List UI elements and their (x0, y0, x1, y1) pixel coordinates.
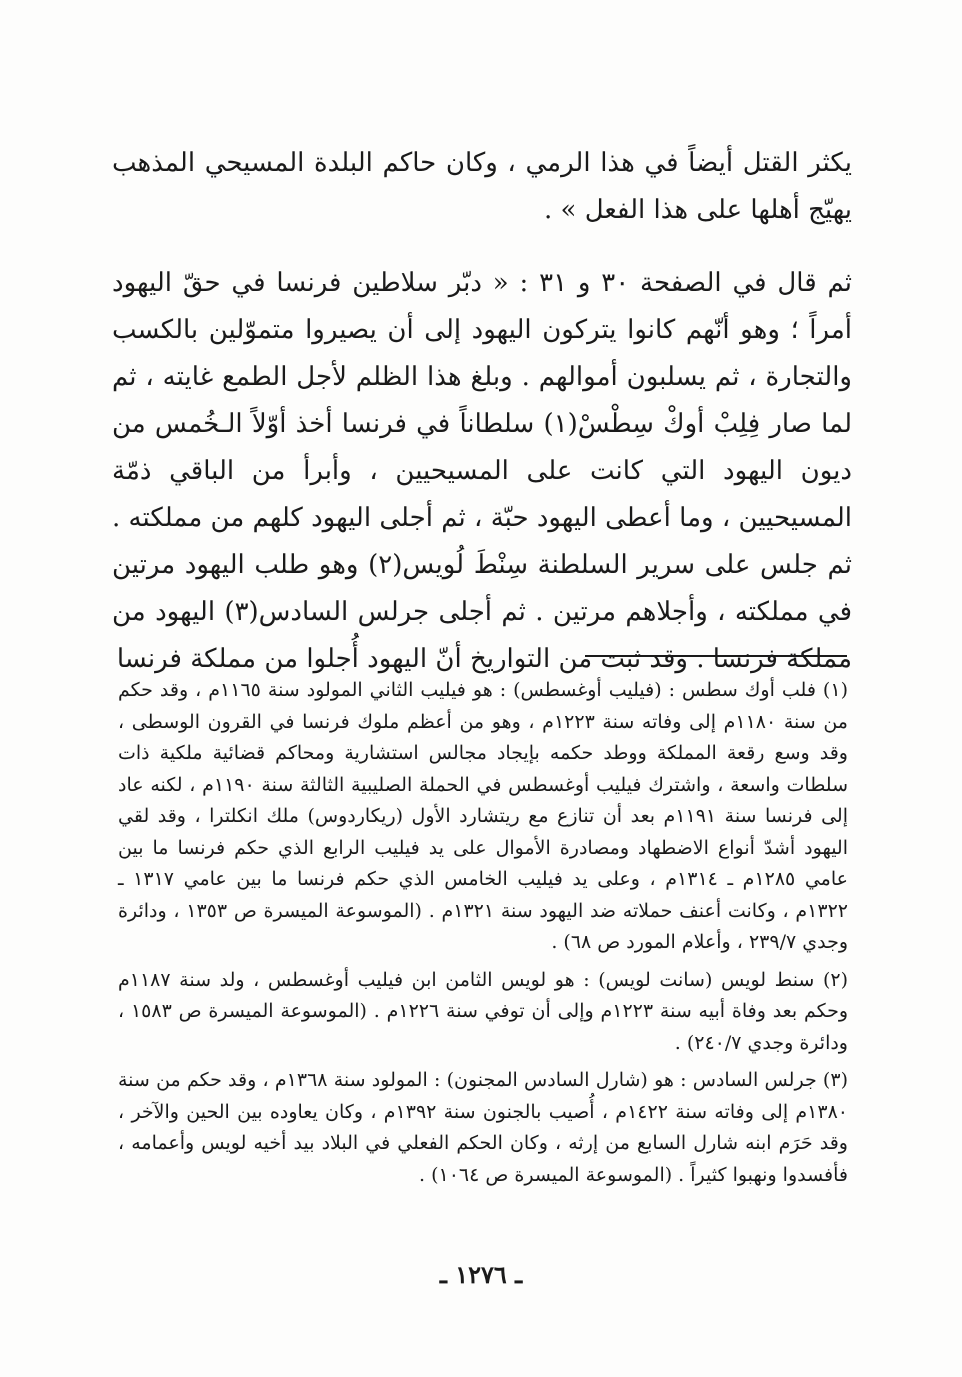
main-text-body (112, 140, 852, 683)
paragraph: يكثر القتل أيضاً في هذا الرمي ، وكان حاكم البلدة المسيحي المذهب يهيّج أهلها على هذا الفعل » . (112, 148, 852, 225)
footnotes (118, 675, 848, 1197)
footnote-3: (٣) جرلس السادس : هو (شارل السادس المجنون) : المولود سنة ١٣٦٨م ، وقد حكم من سنة ١٣٨٠م إلى وفاته سنة ١٤٢٢م ، أُصيب بالجنون سنة ١٣٩٢م ، وكان يعاوده بين الحين والآخر ، وقد حَرَم ابنه شارل السابع من إرثه ، وكان الحكم الفعلي في البلاد بيد أخيه لويس وأعمامه ، فأفسدوا ونهبوا كثيراً . (الموسوعة الميسرة ص ١٠٦٤) . (118, 1069, 848, 1186)
footnote-2: (٢) سنط لويس (سانت لويس) : هو لويس الثامن ابن فيليب أوغسطس ، ولد سنة ١١٨٧م وحكم بعد وفاة أبيه سنة ١٢٢٣م وإلى أن توفي سنة ١٢٢٦م . (الموسوعة الميسرة ص ١٥٨٣ ، ودائرة وجدي ٢٤٠/٧) . (118, 968, 848, 1054)
page-number: ـ ١٢٧٦ ـ (439, 1260, 523, 1289)
footnote-1: (١) فلب أوك سطس : (فيليب أوغسطس) : هو فيليب الثاني المولود سنة ١١٦٥م ، وقد حكم من سنة ١١٨٠م إلى وفاته سنة ١٢٢٣م ، وهو من أعظم ملوك فرنسا في القرون الوسطى ، وقد وسع رقعة المملكة ووطد حكمه بإيجاد مجالس استشارية ومحاكم قضائية ملكية ذات سلطات واسعة ، واشترك فيليب أوغسطس في الحملة الصليبية الثالثة سنة ١١٩٠م ، لكنه عاد إلى فرنسا سنة ١١٩١م بعد أن تنازع مع ريتشارد الأول (ريكاردوس) ملك انكلترا ، وقد لقي اليهود أشدّ أنواع الاضطهاد ومصادرة الأموال على يد فيليب الرابع الذي حكم فرنسا ما بين عامي ١٢٨٥م ـ ١٣١٤م ، وعلى يد فيليب الخامس الذي حكم فرنسا ما بين عامي ١٣١٧ ـ ١٣٢٢م ، وكانت أعنف حملاته ضد اليهود سنة ١٣٢١م . (الموسوعة الميسرة ص ١٣٥٣ ، ودائرة وجدي ٢٣٩/٧ ، وأعلام المورد ص ٦٨) . (118, 679, 848, 953)
paragraph: ثم قال في الصفحة ٣٠ و ٣١ : « دبّر سلاطين فرنسا في حقّ اليهود أمراً ؛ وهو أنّهم كانوا يتركون اليهود إلى أن يصيروا متموّلين بالكسب والتجارة ، ثم يسلبون أموالهم . وبلغ هذا الظلم لأجل الطمع غايته ، ثم لما صار فِلِبْ أوكْ سِطْسْ(١) سلطاناً في فرنسا أخذ أوّلاً الـخُمس من ديون اليهود التي كانت على المسيحيين ، وأبرأ من الباقي ذمّة المسيحيين ، وما أعطى اليهود حبّة ، ثم أجلى اليهود كلهم من مملكته . ثم جلس على سرير السلطنة سِنْطَ لُويس(٢) وهو طلب اليهود مرتين في مملكته ، وأجلاهم مرتين . ثم أجلى جرلس السادس(٣) اليهود من مملكة فرنسا . وقد ثبت من التواريخ أنّ اليهود أُجلوا من مملكة فرنسا (112, 268, 853, 674)
footnote-separator (585, 655, 847, 657)
